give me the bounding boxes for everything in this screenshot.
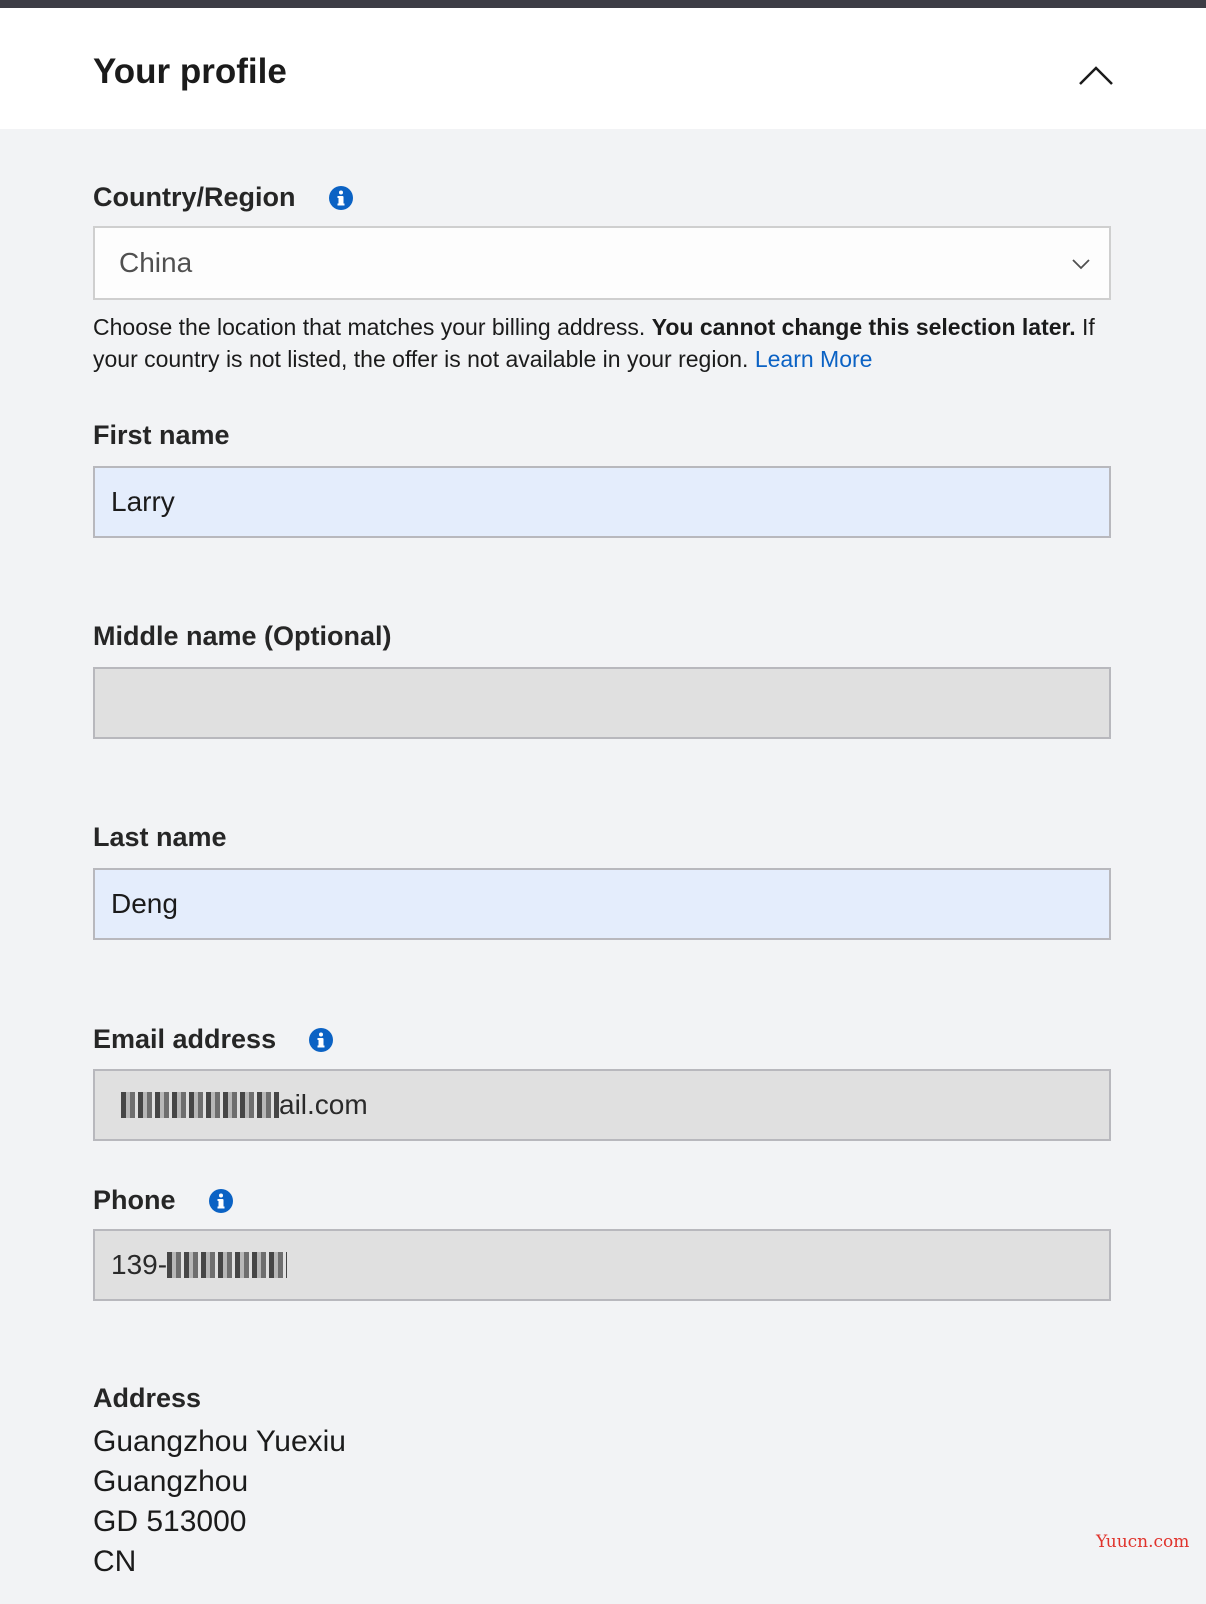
address-line: Guangzhou Yuexiu bbox=[93, 1425, 346, 1458]
email-input[interactable]: ail.com bbox=[93, 1069, 1111, 1141]
collapse-button[interactable] bbox=[1076, 58, 1116, 92]
middle-name-input[interactable] bbox=[93, 667, 1111, 739]
profile-header bbox=[0, 8, 1206, 129]
info-icon[interactable] bbox=[328, 185, 354, 211]
top-bar bbox=[0, 0, 1206, 8]
learn-more-link[interactable]: Learn More bbox=[754, 346, 873, 372]
redacted-block bbox=[167, 1252, 287, 1278]
country-help-text: Choose the location that matches your billing address. You cannot change this selection later. If your country is not listed, the offer is not available in your region. Learn More bbox=[93, 314, 1095, 372]
address-line: GD 513000 bbox=[93, 1505, 247, 1538]
last-name-label: Last name bbox=[93, 822, 227, 852]
info-icon[interactable] bbox=[208, 1188, 234, 1214]
middle-name-label: Middle name (Optional) bbox=[93, 621, 392, 651]
last-name-input[interactable]: Deng bbox=[93, 868, 1111, 940]
phone-label: Phone bbox=[93, 1185, 234, 1216]
first-name-label: First name bbox=[93, 420, 230, 450]
address-label: Address bbox=[93, 1383, 202, 1413]
country-select[interactable] bbox=[93, 226, 1111, 300]
address-block bbox=[93, 1422, 346, 1582]
chevron-up-icon bbox=[1078, 64, 1114, 86]
country-label: Country/Region bbox=[93, 182, 354, 213]
address-line: CN bbox=[93, 1545, 137, 1578]
country-warning: You cannot change this selection later. bbox=[651, 314, 1076, 340]
phone-input[interactable]: 139- bbox=[93, 1229, 1111, 1301]
watermark: Yuucn.com bbox=[1096, 1532, 1190, 1552]
chevron-down-icon bbox=[1071, 254, 1091, 274]
info-icon[interactable] bbox=[308, 1027, 334, 1053]
country-selected-value: China bbox=[119, 247, 193, 278]
page-title: Your profile bbox=[93, 52, 287, 91]
redacted-block bbox=[121, 1092, 279, 1118]
address-line: Guangzhou bbox=[93, 1465, 249, 1498]
first-name-input[interactable]: Larry bbox=[93, 466, 1111, 538]
email-label: Email address bbox=[93, 1024, 334, 1055]
